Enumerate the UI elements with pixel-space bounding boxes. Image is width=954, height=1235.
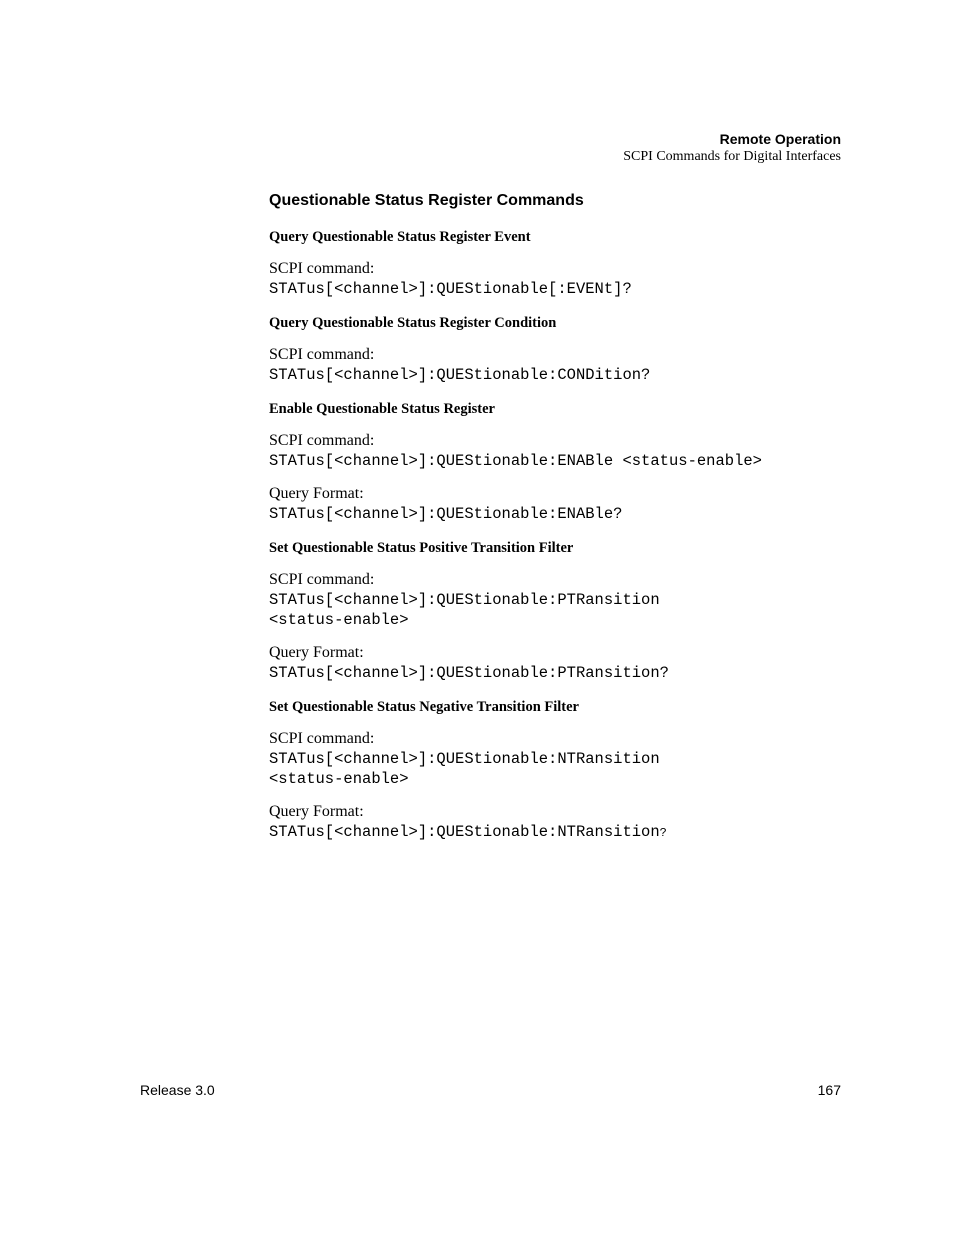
command-block: [269, 539, 869, 683]
entry-label: SCPI command:: [269, 432, 375, 449]
command-entry: [269, 729, 869, 789]
scpi-code: STATus[<channel>]:QUEStionable:ENABle <status-enable>: [269, 452, 762, 470]
chapter-title: Remote Operation: [719, 131, 841, 147]
entry-label: Query Format:: [269, 485, 364, 502]
command-heading: Set Questionable Status Positive Transition Filter: [269, 540, 574, 556]
main-content: [269, 191, 869, 858]
scpi-code: STATus[<channel>]:QUEStionable:PTRansition?: [269, 664, 669, 682]
command-block: [269, 698, 869, 843]
release-label: Release 3.0: [140, 1082, 215, 1098]
scpi-code-main: STATus[<channel>]:QUEStionable:NTRansition: [269, 823, 660, 841]
command-entry: [269, 570, 869, 630]
query-entry: [269, 484, 869, 524]
command-entry: [269, 431, 869, 471]
scpi-code-suffix: ?: [659, 826, 667, 840]
scpi-code: STATus[<channel>]:QUEStionable:ENABle?: [269, 505, 623, 523]
entry-label: SCPI command:: [269, 571, 375, 588]
scpi-code-continuation: <status-enable>: [269, 770, 409, 788]
scpi-code-continuation: <status-enable>: [269, 611, 409, 629]
query-entry: [269, 802, 869, 843]
scpi-code: STATus[<channel>]:QUEStionable:NTRansition: [269, 750, 660, 768]
command-heading: Set Questionable Status Negative Transition Filter: [269, 699, 579, 715]
command-block: [269, 314, 869, 385]
command-block: [269, 400, 869, 524]
scpi-code: STATus[<channel>]:QUEStionable[:EVENt]?: [269, 280, 632, 298]
scpi-code: STATus[<channel>]:QUEStionable:CONDition?: [269, 366, 651, 384]
section-title: Questionable Status Register Commands: [269, 192, 584, 209]
command-heading: Query Questionable Status Register Condition: [269, 315, 557, 331]
query-entry: [269, 643, 869, 683]
command-heading: Query Questionable Status Register Event: [269, 229, 531, 245]
entry-label: SCPI command:: [269, 346, 375, 363]
scpi-code: STATus[<channel>]:QUEStionable:PTRansition: [269, 591, 660, 609]
scpi-code: [269, 822, 869, 843]
entry-label: Query Format:: [269, 803, 364, 820]
entry-label: SCPI command:: [269, 260, 375, 277]
command-block: [269, 228, 869, 299]
command-entry: [269, 259, 869, 299]
entry-label: Query Format:: [269, 644, 364, 661]
entry-label: SCPI command:: [269, 730, 375, 747]
running-header: [623, 130, 841, 166]
page-number: 167: [817, 1082, 841, 1098]
section-subtitle: SCPI Commands for Digital Interfaces: [623, 149, 841, 164]
command-heading: Enable Questionable Status Register: [269, 401, 495, 417]
command-entry: [269, 345, 869, 385]
